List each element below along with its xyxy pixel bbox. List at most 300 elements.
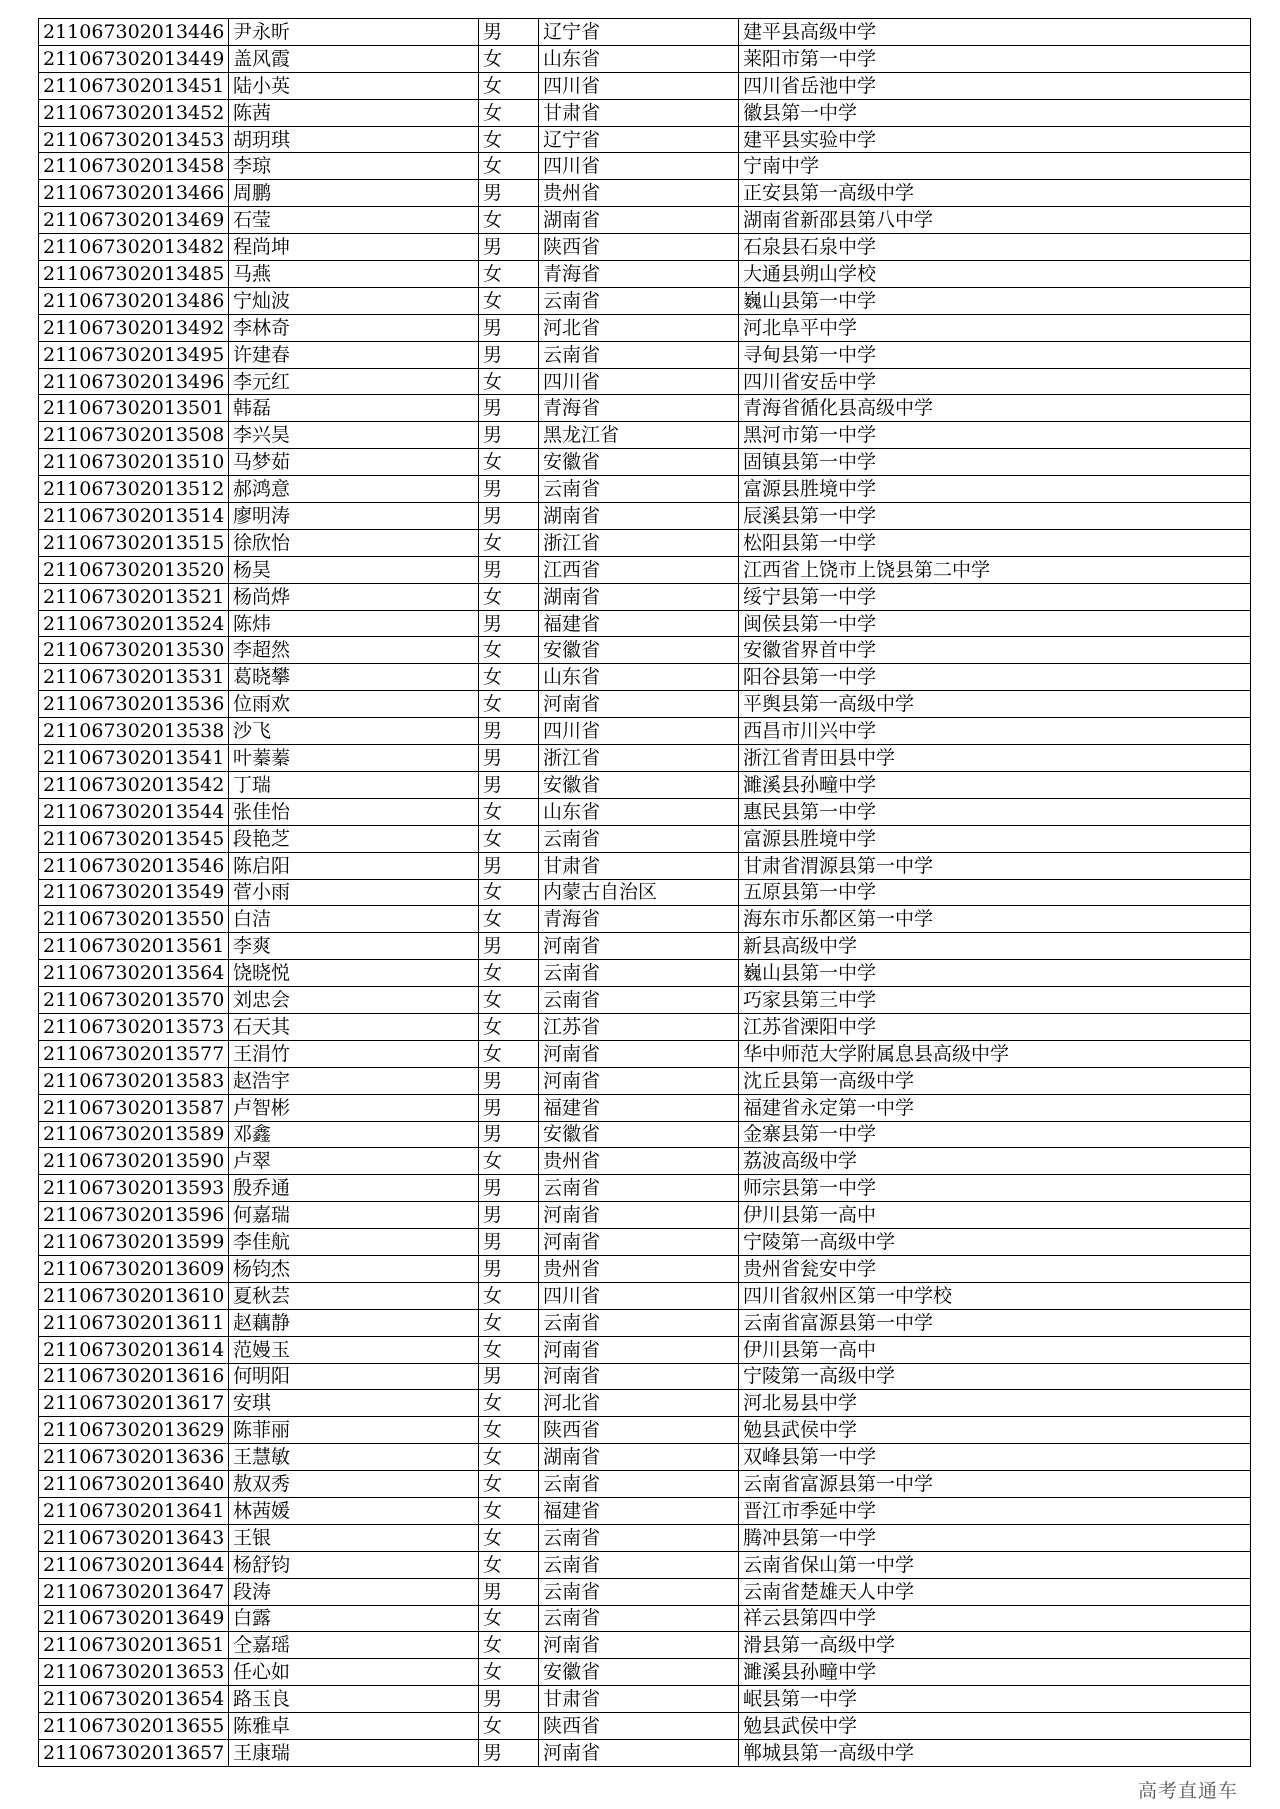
cell-province: 贵州省	[539, 180, 739, 207]
table-row	[39, 583, 1251, 610]
table-row	[39, 368, 1251, 395]
cell-sex: 男	[479, 1740, 539, 1767]
cell-id: 211067302013546	[39, 852, 229, 879]
cell-province: 贵州省	[539, 1255, 739, 1282]
cell-province: 湖南省	[539, 207, 739, 234]
cell-sex: 女	[479, 1390, 539, 1417]
cell-name: 敖双秀	[229, 1471, 479, 1498]
cell-province: 四川省	[539, 718, 739, 745]
cell-province: 四川省	[539, 72, 739, 99]
table-row	[39, 691, 1251, 718]
cell-id: 211067302013469	[39, 207, 229, 234]
cell-name: 卢翠	[229, 1148, 479, 1175]
cell-id: 211067302013657	[39, 1740, 229, 1767]
cell-province: 河南省	[539, 691, 739, 718]
cell-name: 菅小雨	[229, 879, 479, 906]
cell-school: 大通县朔山学校	[739, 261, 1251, 288]
cell-name: 廖明涛	[229, 503, 479, 530]
cell-id: 211067302013549	[39, 879, 229, 906]
cell-id: 211067302013449	[39, 45, 229, 72]
cell-school: 甘肃省渭源县第一中学	[739, 852, 1251, 879]
cell-id: 211067302013514	[39, 503, 229, 530]
cell-sex: 女	[479, 72, 539, 99]
cell-school: 滑县第一高级中学	[739, 1632, 1251, 1659]
table-row	[39, 933, 1251, 960]
cell-school: 宁陵第一高级中学	[739, 1363, 1251, 1390]
cell-sex: 女	[479, 1524, 539, 1551]
cell-province: 甘肃省	[539, 99, 739, 126]
cell-sex: 女	[479, 1309, 539, 1336]
cell-sex: 男	[479, 556, 539, 583]
cell-school: 固镇县第一中学	[739, 449, 1251, 476]
cell-sex: 女	[479, 261, 539, 288]
cell-name: 林茜媛	[229, 1497, 479, 1524]
cell-id: 211067302013542	[39, 771, 229, 798]
table-row	[39, 180, 1251, 207]
cell-sex: 男	[479, 1578, 539, 1605]
table-row	[39, 529, 1251, 556]
cell-name: 王银	[229, 1524, 479, 1551]
cell-province: 福建省	[539, 1497, 739, 1524]
cell-sex: 男	[479, 1175, 539, 1202]
table-row	[39, 314, 1251, 341]
cell-sex: 女	[479, 449, 539, 476]
cell-name: 饶晓悦	[229, 960, 479, 987]
cell-sex: 女	[479, 664, 539, 691]
cell-id: 211067302013521	[39, 583, 229, 610]
cell-sex: 男	[479, 1363, 539, 1390]
cell-school: 郸城县第一高级中学	[739, 1740, 1251, 1767]
cell-name: 何嘉瑞	[229, 1202, 479, 1229]
cell-province: 浙江省	[539, 745, 739, 772]
cell-school: 华中师范大学附属息县高级中学	[739, 1040, 1251, 1067]
cell-id: 211067302013512	[39, 476, 229, 503]
table-row	[39, 1740, 1251, 1767]
table-row	[39, 1605, 1251, 1632]
table-row	[39, 1336, 1251, 1363]
table-row	[39, 1255, 1251, 1282]
cell-province: 贵州省	[539, 1148, 739, 1175]
table-row	[39, 1121, 1251, 1148]
cell-province: 山东省	[539, 45, 739, 72]
cell-school: 松阳县第一中学	[739, 529, 1251, 556]
cell-name: 丁瑞	[229, 771, 479, 798]
cell-name: 仝嘉瑶	[229, 1632, 479, 1659]
cell-id: 211067302013524	[39, 610, 229, 637]
cell-school: 五原县第一中学	[739, 879, 1251, 906]
cell-sex: 女	[479, 45, 539, 72]
cell-name: 安琪	[229, 1390, 479, 1417]
table-row	[39, 1175, 1251, 1202]
cell-sex: 女	[479, 126, 539, 153]
cell-id: 211067302013616	[39, 1363, 229, 1390]
table-row	[39, 261, 1251, 288]
cell-sex: 男	[479, 341, 539, 368]
cell-id: 211067302013629	[39, 1417, 229, 1444]
cell-school: 岷县第一中学	[739, 1686, 1251, 1713]
watermark: 高考直通车	[1138, 1780, 1239, 1802]
cell-school: 宁陵第一高级中学	[739, 1229, 1251, 1256]
cell-province: 河南省	[539, 933, 739, 960]
cell-province: 河南省	[539, 1067, 739, 1094]
cell-name: 葛晓攀	[229, 664, 479, 691]
cell-sex: 女	[479, 1013, 539, 1040]
cell-name: 石莹	[229, 207, 479, 234]
cell-school: 金寨县第一中学	[739, 1121, 1251, 1148]
cell-id: 211067302013649	[39, 1605, 229, 1632]
cell-province: 安徽省	[539, 449, 739, 476]
table-row	[39, 126, 1251, 153]
cell-id: 211067302013596	[39, 1202, 229, 1229]
table-row	[39, 610, 1251, 637]
cell-name: 胡玥琪	[229, 126, 479, 153]
cell-name: 殷乔通	[229, 1175, 479, 1202]
cell-name: 徐欣怡	[229, 529, 479, 556]
cell-name: 王康瑞	[229, 1740, 479, 1767]
table-row	[39, 449, 1251, 476]
table-row	[39, 476, 1251, 503]
cell-school: 云南省保山第一中学	[739, 1551, 1251, 1578]
cell-province: 青海省	[539, 395, 739, 422]
cell-province: 内蒙古自治区	[539, 879, 739, 906]
cell-province: 福建省	[539, 610, 739, 637]
table-row	[39, 422, 1251, 449]
cell-id: 211067302013653	[39, 1659, 229, 1686]
cell-sex: 女	[479, 691, 539, 718]
cell-school: 安徽省界首中学	[739, 637, 1251, 664]
cell-id: 211067302013655	[39, 1713, 229, 1740]
cell-province: 河南省	[539, 1632, 739, 1659]
cell-school: 腾冲县第一中学	[739, 1524, 1251, 1551]
cell-sex: 男	[479, 234, 539, 261]
cell-sex: 男	[479, 1686, 539, 1713]
cell-province: 辽宁省	[539, 19, 739, 46]
table-row	[39, 72, 1251, 99]
cell-province: 江西省	[539, 556, 739, 583]
cell-sex: 男	[479, 745, 539, 772]
cell-name: 陈炜	[229, 610, 479, 637]
cell-id: 211067302013451	[39, 72, 229, 99]
cell-school: 伊川县第一高中	[739, 1202, 1251, 1229]
cell-province: 云南省	[539, 1551, 739, 1578]
table-row	[39, 637, 1251, 664]
cell-name: 陆小英	[229, 72, 479, 99]
cell-id: 211067302013609	[39, 1255, 229, 1282]
cell-school: 云南省富源县第一中学	[739, 1471, 1251, 1498]
cell-id: 211067302013520	[39, 556, 229, 583]
table-row	[39, 879, 1251, 906]
cell-id: 211067302013614	[39, 1336, 229, 1363]
cell-id: 211067302013538	[39, 718, 229, 745]
cell-province: 陕西省	[539, 234, 739, 261]
cell-id: 211067302013485	[39, 261, 229, 288]
cell-sex: 男	[479, 503, 539, 530]
cell-name: 李林奇	[229, 314, 479, 341]
table-row	[39, 1013, 1251, 1040]
cell-province: 河南省	[539, 1229, 739, 1256]
cell-id: 211067302013610	[39, 1282, 229, 1309]
cell-sex: 男	[479, 1202, 539, 1229]
cell-id: 211067302013453	[39, 126, 229, 153]
cell-name: 张佳怡	[229, 798, 479, 825]
cell-id: 211067302013651	[39, 1632, 229, 1659]
cell-sex: 男	[479, 771, 539, 798]
cell-name: 马燕	[229, 261, 479, 288]
cell-id: 211067302013654	[39, 1686, 229, 1713]
cell-school: 师宗县第一中学	[739, 1175, 1251, 1202]
table-row	[39, 341, 1251, 368]
cell-province: 四川省	[539, 153, 739, 180]
cell-name: 盖风霞	[229, 45, 479, 72]
cell-school: 湖南省新邵县第八中学	[739, 207, 1251, 234]
cell-sex: 女	[479, 825, 539, 852]
cell-id: 211067302013515	[39, 529, 229, 556]
table-row	[39, 1229, 1251, 1256]
cell-province: 河南省	[539, 1202, 739, 1229]
cell-id: 211067302013501	[39, 395, 229, 422]
cell-school: 双峰县第一中学	[739, 1444, 1251, 1471]
cell-id: 211067302013508	[39, 422, 229, 449]
table-row	[39, 1713, 1251, 1740]
cell-name: 程尚坤	[229, 234, 479, 261]
cell-sex: 女	[479, 1659, 539, 1686]
cell-id: 211067302013530	[39, 637, 229, 664]
cell-school: 平舆县第一高级中学	[739, 691, 1251, 718]
cell-school: 西昌市川兴中学	[739, 718, 1251, 745]
table-row	[39, 556, 1251, 583]
cell-sex: 女	[479, 637, 539, 664]
cell-province: 江苏省	[539, 1013, 739, 1040]
cell-id: 211067302013541	[39, 745, 229, 772]
cell-school: 巍山县第一中学	[739, 960, 1251, 987]
cell-name: 李兴昊	[229, 422, 479, 449]
cell-id: 211067302013545	[39, 825, 229, 852]
table-row	[39, 207, 1251, 234]
cell-sex: 女	[479, 1471, 539, 1498]
table-row	[39, 1309, 1251, 1336]
cell-name: 李佳航	[229, 1229, 479, 1256]
cell-sex: 女	[479, 1040, 539, 1067]
cell-name: 马梦茹	[229, 449, 479, 476]
table-row	[39, 718, 1251, 745]
roster-body	[39, 19, 1251, 1767]
cell-id: 211067302013593	[39, 1175, 229, 1202]
cell-id: 211067302013644	[39, 1551, 229, 1578]
cell-name: 王涓竹	[229, 1040, 479, 1067]
cell-name: 杨尚烨	[229, 583, 479, 610]
cell-sex: 女	[479, 1148, 539, 1175]
cell-name: 段艳芝	[229, 825, 479, 852]
cell-province: 山东省	[539, 798, 739, 825]
cell-province: 云南省	[539, 287, 739, 314]
cell-province: 安徽省	[539, 637, 739, 664]
cell-sex: 男	[479, 1255, 539, 1282]
cell-name: 韩磊	[229, 395, 479, 422]
cell-id: 211067302013573	[39, 1013, 229, 1040]
table-row	[39, 1390, 1251, 1417]
table-row	[39, 1497, 1251, 1524]
cell-school: 徽县第一中学	[739, 99, 1251, 126]
cell-id: 211067302013531	[39, 664, 229, 691]
table-row	[39, 906, 1251, 933]
cell-school: 福建省永定第一中学	[739, 1094, 1251, 1121]
cell-name: 周鹏	[229, 180, 479, 207]
cell-sex: 女	[479, 906, 539, 933]
cell-province: 云南省	[539, 1578, 739, 1605]
cell-province: 福建省	[539, 1094, 739, 1121]
cell-name: 李超然	[229, 637, 479, 664]
cell-sex: 男	[479, 1121, 539, 1148]
cell-province: 河南省	[539, 1363, 739, 1390]
cell-id: 211067302013636	[39, 1444, 229, 1471]
cell-province: 河北省	[539, 314, 739, 341]
cell-province: 云南省	[539, 960, 739, 987]
cell-school: 闽侯县第一中学	[739, 610, 1251, 637]
cell-id: 211067302013536	[39, 691, 229, 718]
cell-name: 位雨欢	[229, 691, 479, 718]
cell-sex: 女	[479, 960, 539, 987]
cell-name: 叶蓁蓁	[229, 745, 479, 772]
cell-school: 濉溪县孙疃中学	[739, 771, 1251, 798]
cell-name: 尹永昕	[229, 19, 479, 46]
cell-name: 沙飞	[229, 718, 479, 745]
cell-name: 路玉良	[229, 1686, 479, 1713]
table-row	[39, 1686, 1251, 1713]
cell-sex: 女	[479, 368, 539, 395]
cell-name: 陈菲丽	[229, 1417, 479, 1444]
cell-sex: 女	[479, 798, 539, 825]
cell-name: 夏秋芸	[229, 1282, 479, 1309]
cell-school: 江西省上饶市上饶县第二中学	[739, 556, 1251, 583]
table-row	[39, 234, 1251, 261]
cell-id: 211067302013544	[39, 798, 229, 825]
cell-province: 云南省	[539, 341, 739, 368]
cell-name: 何明阳	[229, 1363, 479, 1390]
cell-name: 李琼	[229, 153, 479, 180]
cell-province: 云南省	[539, 476, 739, 503]
cell-province: 四川省	[539, 368, 739, 395]
cell-school: 云南省富源县第一中学	[739, 1309, 1251, 1336]
cell-school: 四川省岳池中学	[739, 72, 1251, 99]
cell-id: 211067302013589	[39, 1121, 229, 1148]
cell-sex: 女	[479, 287, 539, 314]
cell-province: 安徽省	[539, 1659, 739, 1686]
table-row	[39, 1659, 1251, 1686]
table-row	[39, 987, 1251, 1014]
cell-sex: 男	[479, 610, 539, 637]
cell-name: 卢智彬	[229, 1094, 479, 1121]
cell-school: 浙江省青田县中学	[739, 745, 1251, 772]
cell-name: 陈雅卓	[229, 1713, 479, 1740]
cell-sex: 女	[479, 1497, 539, 1524]
table-row	[39, 1471, 1251, 1498]
cell-school: 巍山县第一中学	[739, 287, 1251, 314]
cell-name: 宁灿波	[229, 287, 479, 314]
cell-school: 富源县胜境中学	[739, 476, 1251, 503]
cell-name: 李爽	[229, 933, 479, 960]
cell-school: 巧家县第三中学	[739, 987, 1251, 1014]
cell-school: 辰溪县第一中学	[739, 503, 1251, 530]
cell-school: 建平县实验中学	[739, 126, 1251, 153]
cell-sex: 男	[479, 933, 539, 960]
table-row	[39, 745, 1251, 772]
cell-id: 211067302013564	[39, 960, 229, 987]
cell-school: 阳谷县第一中学	[739, 664, 1251, 691]
cell-school: 荔波高级中学	[739, 1148, 1251, 1175]
cell-school: 富源县胜境中学	[739, 825, 1251, 852]
cell-school: 绥宁县第一中学	[739, 583, 1251, 610]
cell-sex: 男	[479, 1094, 539, 1121]
cell-sex: 女	[479, 1282, 539, 1309]
cell-province: 河南省	[539, 1040, 739, 1067]
cell-school: 寻甸县第一中学	[739, 341, 1251, 368]
cell-school: 勉县武侯中学	[739, 1417, 1251, 1444]
roster-table	[38, 18, 1251, 1767]
cell-sex: 女	[479, 1444, 539, 1471]
table-row	[39, 1578, 1251, 1605]
cell-province: 云南省	[539, 1605, 739, 1632]
cell-name: 刘忠会	[229, 987, 479, 1014]
cell-province: 湖南省	[539, 583, 739, 610]
cell-id: 211067302013647	[39, 1578, 229, 1605]
cell-name: 赵藕静	[229, 1309, 479, 1336]
cell-name: 李元红	[229, 368, 479, 395]
cell-name: 陈启阳	[229, 852, 479, 879]
cell-sex: 男	[479, 1067, 539, 1094]
cell-sex: 女	[479, 153, 539, 180]
table-row	[39, 503, 1251, 530]
cell-province: 青海省	[539, 261, 739, 288]
table-row	[39, 1444, 1251, 1471]
cell-name: 段涛	[229, 1578, 479, 1605]
table-row	[39, 664, 1251, 691]
table-row	[39, 1551, 1251, 1578]
cell-province: 甘肃省	[539, 852, 739, 879]
cell-sex: 女	[479, 879, 539, 906]
cell-sex: 男	[479, 476, 539, 503]
cell-id: 211067302013611	[39, 1309, 229, 1336]
cell-sex: 女	[479, 1417, 539, 1444]
cell-sex: 女	[479, 529, 539, 556]
cell-school: 石泉县石泉中学	[739, 234, 1251, 261]
cell-school: 濉溪县孙疃中学	[739, 1659, 1251, 1686]
cell-name: 陈茜	[229, 99, 479, 126]
cell-id: 211067302013587	[39, 1094, 229, 1121]
cell-id: 211067302013617	[39, 1390, 229, 1417]
cell-id: 211067302013510	[39, 449, 229, 476]
cell-school: 河北易县中学	[739, 1390, 1251, 1417]
cell-name: 邓鑫	[229, 1121, 479, 1148]
cell-sex: 男	[479, 180, 539, 207]
table-row	[39, 771, 1251, 798]
cell-id: 211067302013570	[39, 987, 229, 1014]
cell-sex: 女	[479, 1632, 539, 1659]
cell-school: 祥云县第四中学	[739, 1605, 1251, 1632]
cell-sex: 女	[479, 1605, 539, 1632]
cell-id: 211067302013452	[39, 99, 229, 126]
cell-school: 江苏省溧阳中学	[739, 1013, 1251, 1040]
cell-sex: 女	[479, 99, 539, 126]
cell-id: 211067302013458	[39, 153, 229, 180]
cell-province: 黑龙江省	[539, 422, 739, 449]
cell-id: 211067302013466	[39, 180, 229, 207]
table-row	[39, 1094, 1251, 1121]
cell-school: 云南省楚雄天人中学	[739, 1578, 1251, 1605]
cell-name: 白洁	[229, 906, 479, 933]
table-row	[39, 99, 1251, 126]
cell-school: 贵州省瓮安中学	[739, 1255, 1251, 1282]
cell-school: 建平县高级中学	[739, 19, 1251, 46]
